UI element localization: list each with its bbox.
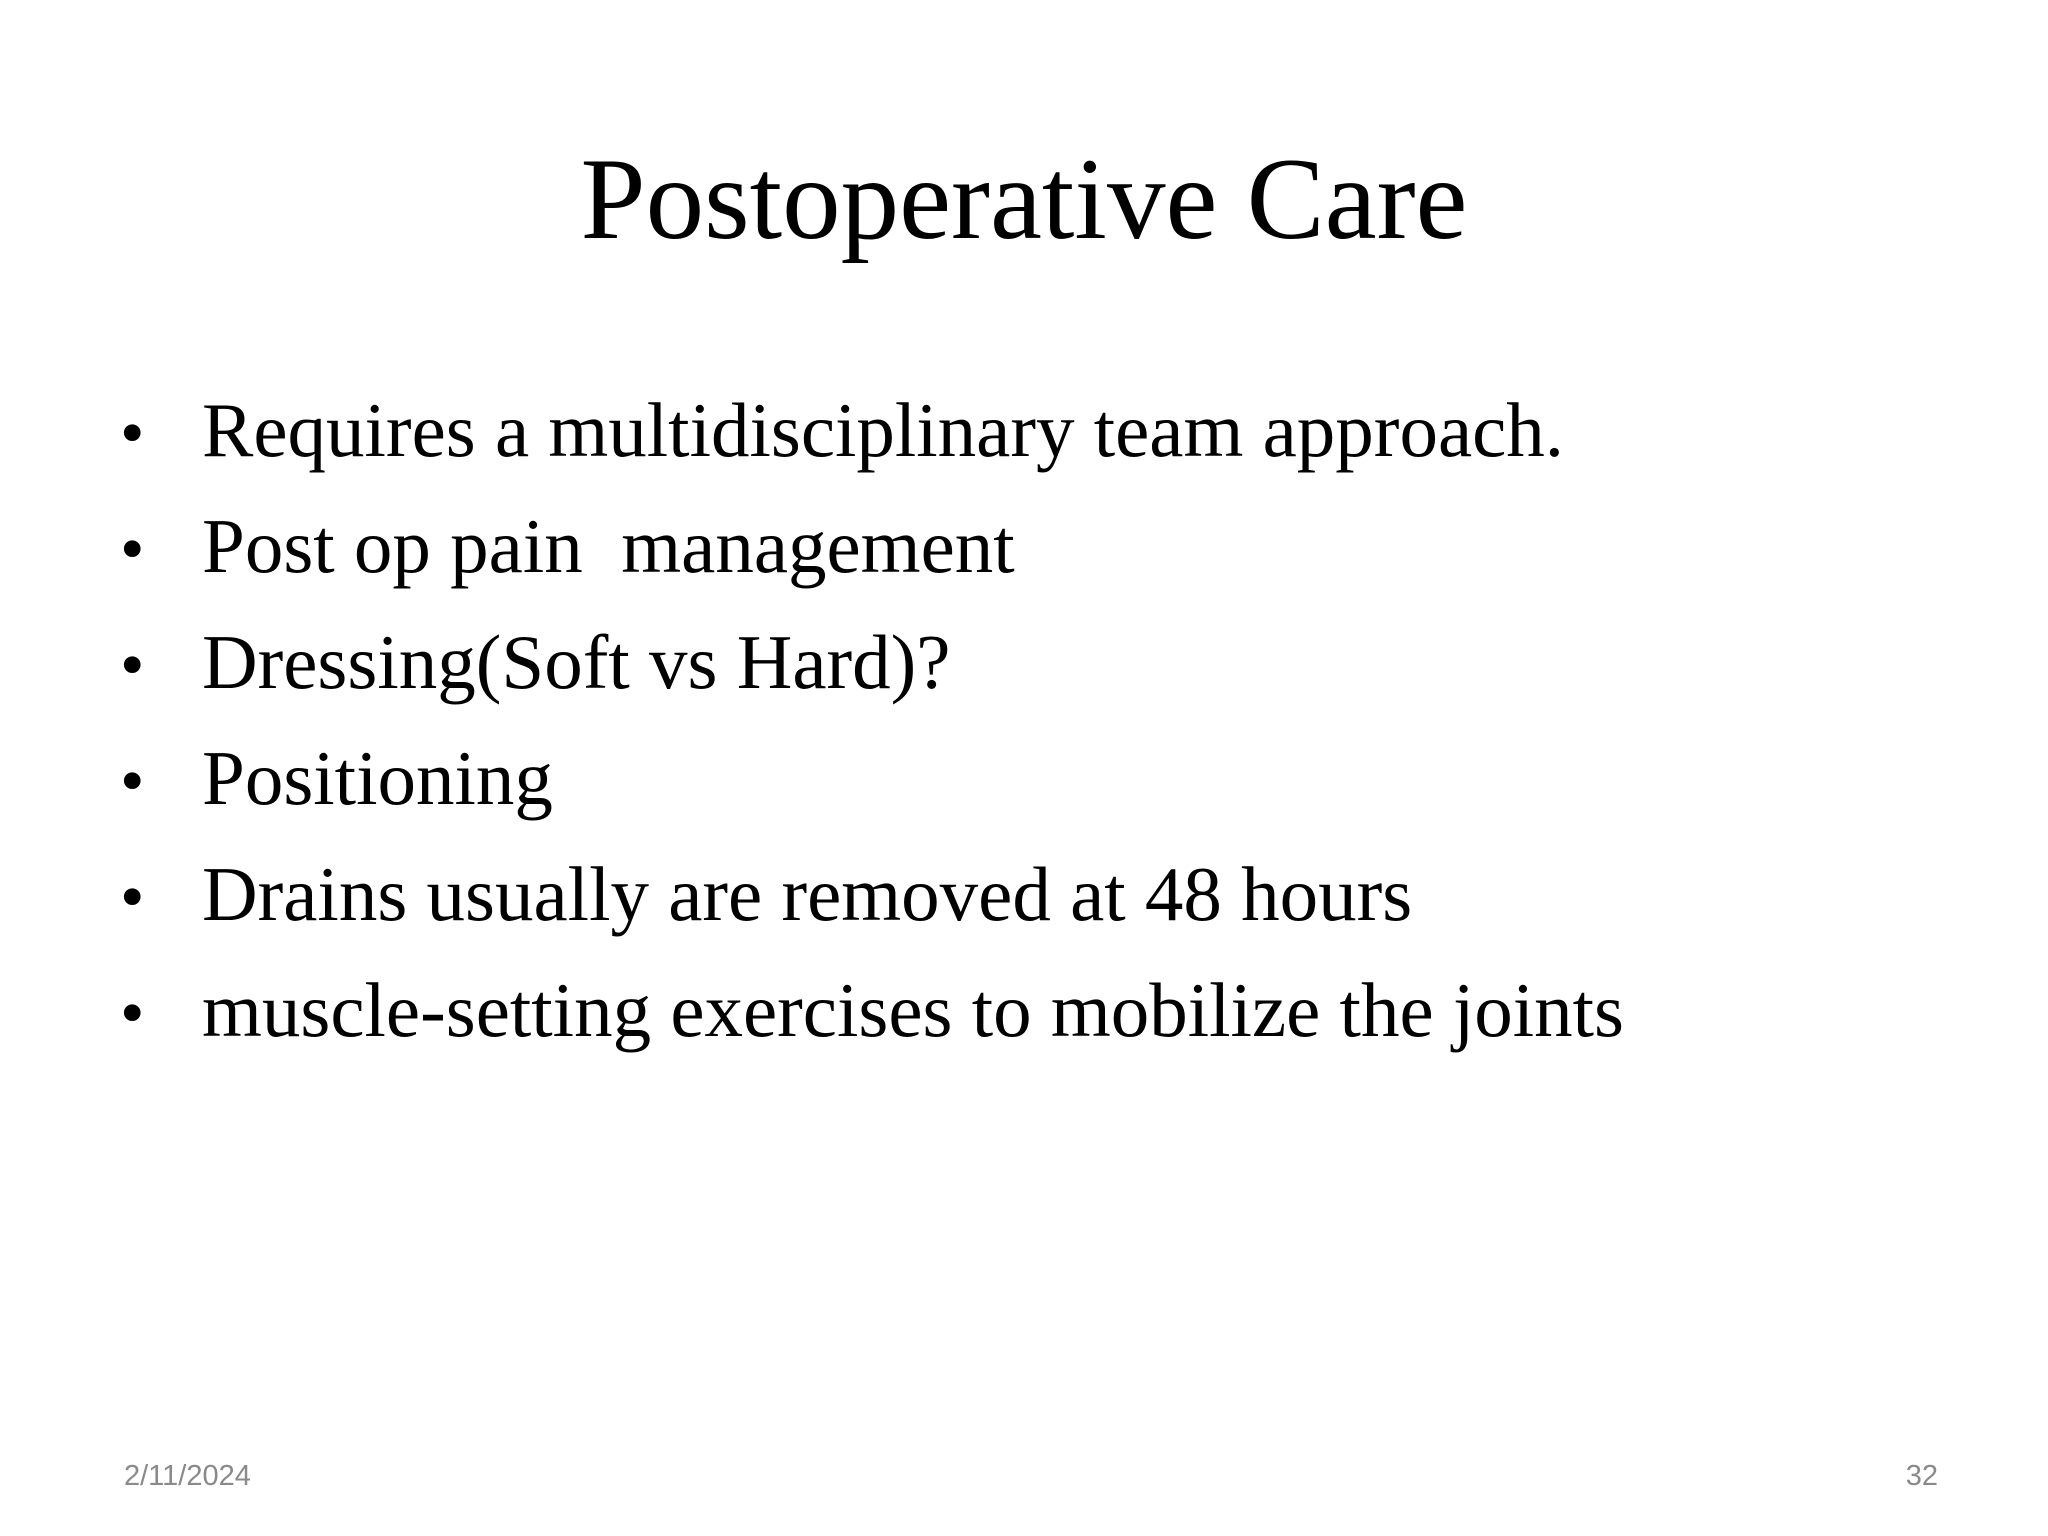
bullet-text: Positioning: [202, 735, 553, 821]
bullet-marker: •: [120, 859, 145, 936]
bullet-text: muscle-setting exercises to mobilize the joints: [202, 967, 1625, 1053]
bullet-marker: •: [120, 975, 145, 1052]
bullet-text: Post op pain management: [202, 503, 1015, 589]
bullet-item: [120, 720, 1980, 836]
bullet-marker: •: [120, 743, 145, 820]
slide-number: 32: [1905, 1460, 1938, 1492]
bullet-text: Dressing(Soft vs Hard)?: [202, 619, 951, 705]
bullet-marker: •: [120, 627, 145, 704]
slide-title: Postoperative Care: [580, 135, 1468, 264]
bullet-item: [120, 604, 1980, 720]
bullet-marker: •: [120, 395, 145, 472]
bullet-text: Drains usually are removed at 48 hours: [202, 851, 1413, 937]
bullet-item: [120, 488, 1980, 604]
bullet-item: [120, 836, 1980, 952]
bullet-item: [120, 372, 1980, 488]
bullet-marker: •: [120, 511, 145, 588]
footer-date: 2/11/2024: [124, 1460, 251, 1492]
bullet-list: [120, 372, 1980, 1068]
bullet-item: [120, 952, 1980, 1068]
bullet-text: Requires a multidisciplinary team approach.: [202, 387, 1565, 473]
